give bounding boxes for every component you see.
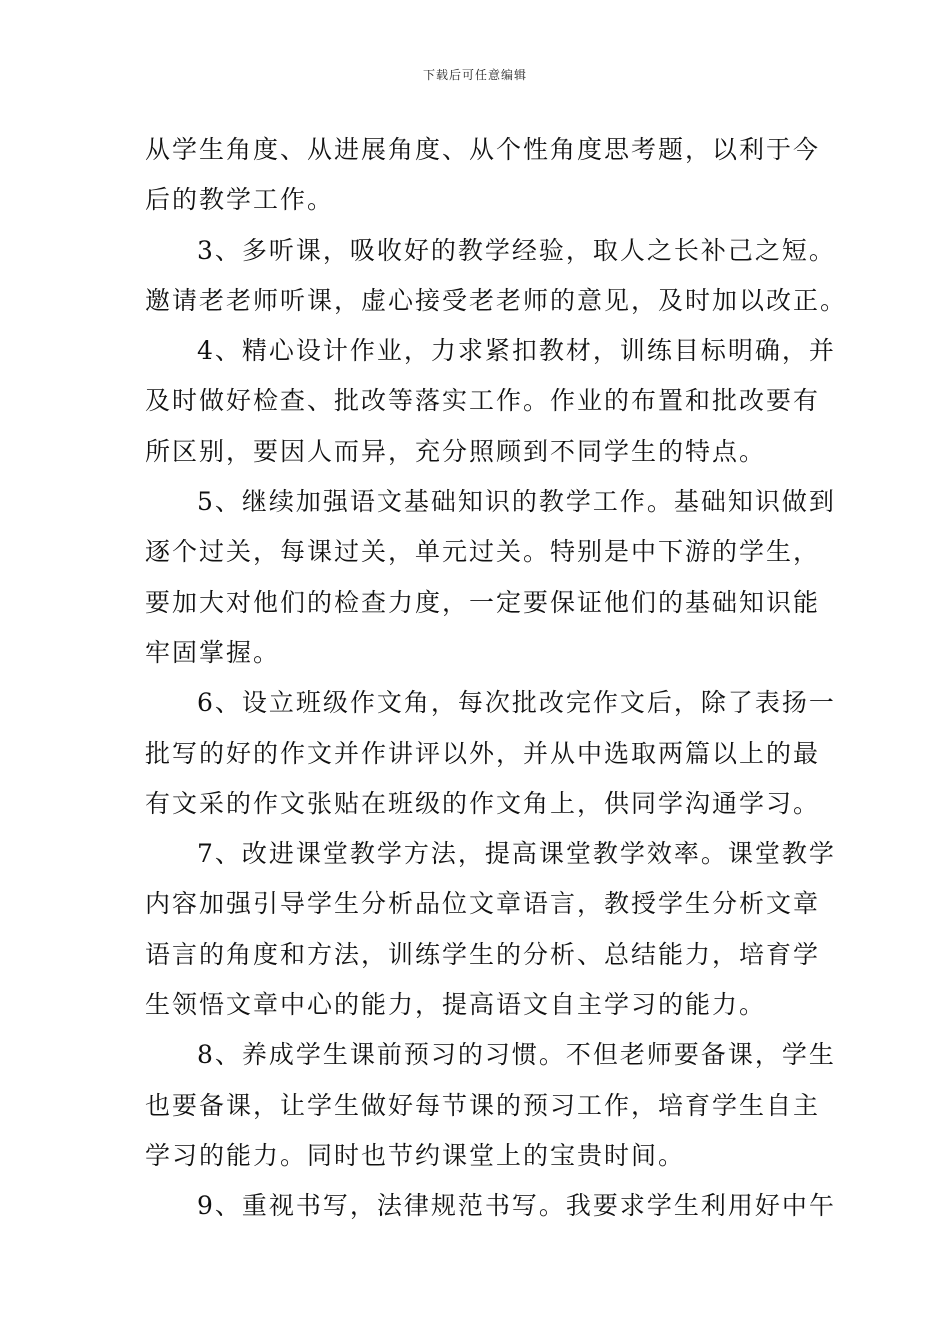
text-line: 9、重视书写，法律规范书写。我要求学生利用好中午 (197, 1191, 836, 1221)
text-line: 7、改进课堂教学方法，提高课堂教学效率。课堂教学 (197, 839, 836, 869)
text-line: 批写的好的作文并作讲评以外，并从中选取两篇以上的最 (145, 738, 821, 768)
text-line: 3、多听课，吸收好的教学经验，取人之长补己之短。 (197, 235, 836, 265)
text-line: 6、设立班级作文角，每次批改完作文后，除了表扬一 (197, 688, 836, 718)
text-line: 要加大对他们的检查力度，一定要保证他们的基础知识能 (145, 587, 821, 617)
text-line: 后的教学工作。 (145, 185, 335, 215)
text-line: 5、继续加强语文基础知识的教学工作。基础知识做到 (197, 487, 836, 517)
text-line: 有文采的作文张贴在班级的作文角上，供同学沟通学习。 (145, 788, 821, 818)
text-line: 内容加强引导学生分析品位文章语言，教授学生分析文章 (145, 889, 821, 919)
text-line: 4、精心设计作业，力求紧扣教材，训练目标明确，并 (197, 336, 836, 366)
text-line: 8、养成学生课前预习的习惯。不但老师要备课，学生 (197, 1040, 836, 1070)
text-line: 牢固掌握。 (145, 637, 281, 667)
text-line: 也要备课，让学生做好每节课的预习工作，培育学生自主 (145, 1090, 821, 1120)
text-line: 语言的角度和方法，训练学生的分析、总结能力，培育学 (145, 939, 821, 969)
text-line: 逐个过关，每课过关，单元过关。特别是中下游的学生， (145, 537, 821, 567)
text-line: 从学生角度、从进展角度、从个性角度思考题，以利于今 (145, 135, 821, 164)
text-line: 邀请老老师听课，虚心接受老老师的意见，及时加以改正。 (145, 285, 848, 315)
document-body (145, 125, 848, 1232)
text-line: 生领悟文章中心的能力，提高语文自主学习的能力。 (145, 990, 767, 1020)
page-header: 下载后可任意编辑 (422, 68, 527, 82)
text-line: 学习的能力。同时也节约课堂上的宝贵时间。 (145, 1140, 686, 1170)
text-line: 所区别，要因人而异，充分照顾到不同学生的特点。 (145, 436, 767, 466)
text-line: 及时做好检查、批改等落实工作。作业的布置和批改要有 (145, 386, 821, 416)
